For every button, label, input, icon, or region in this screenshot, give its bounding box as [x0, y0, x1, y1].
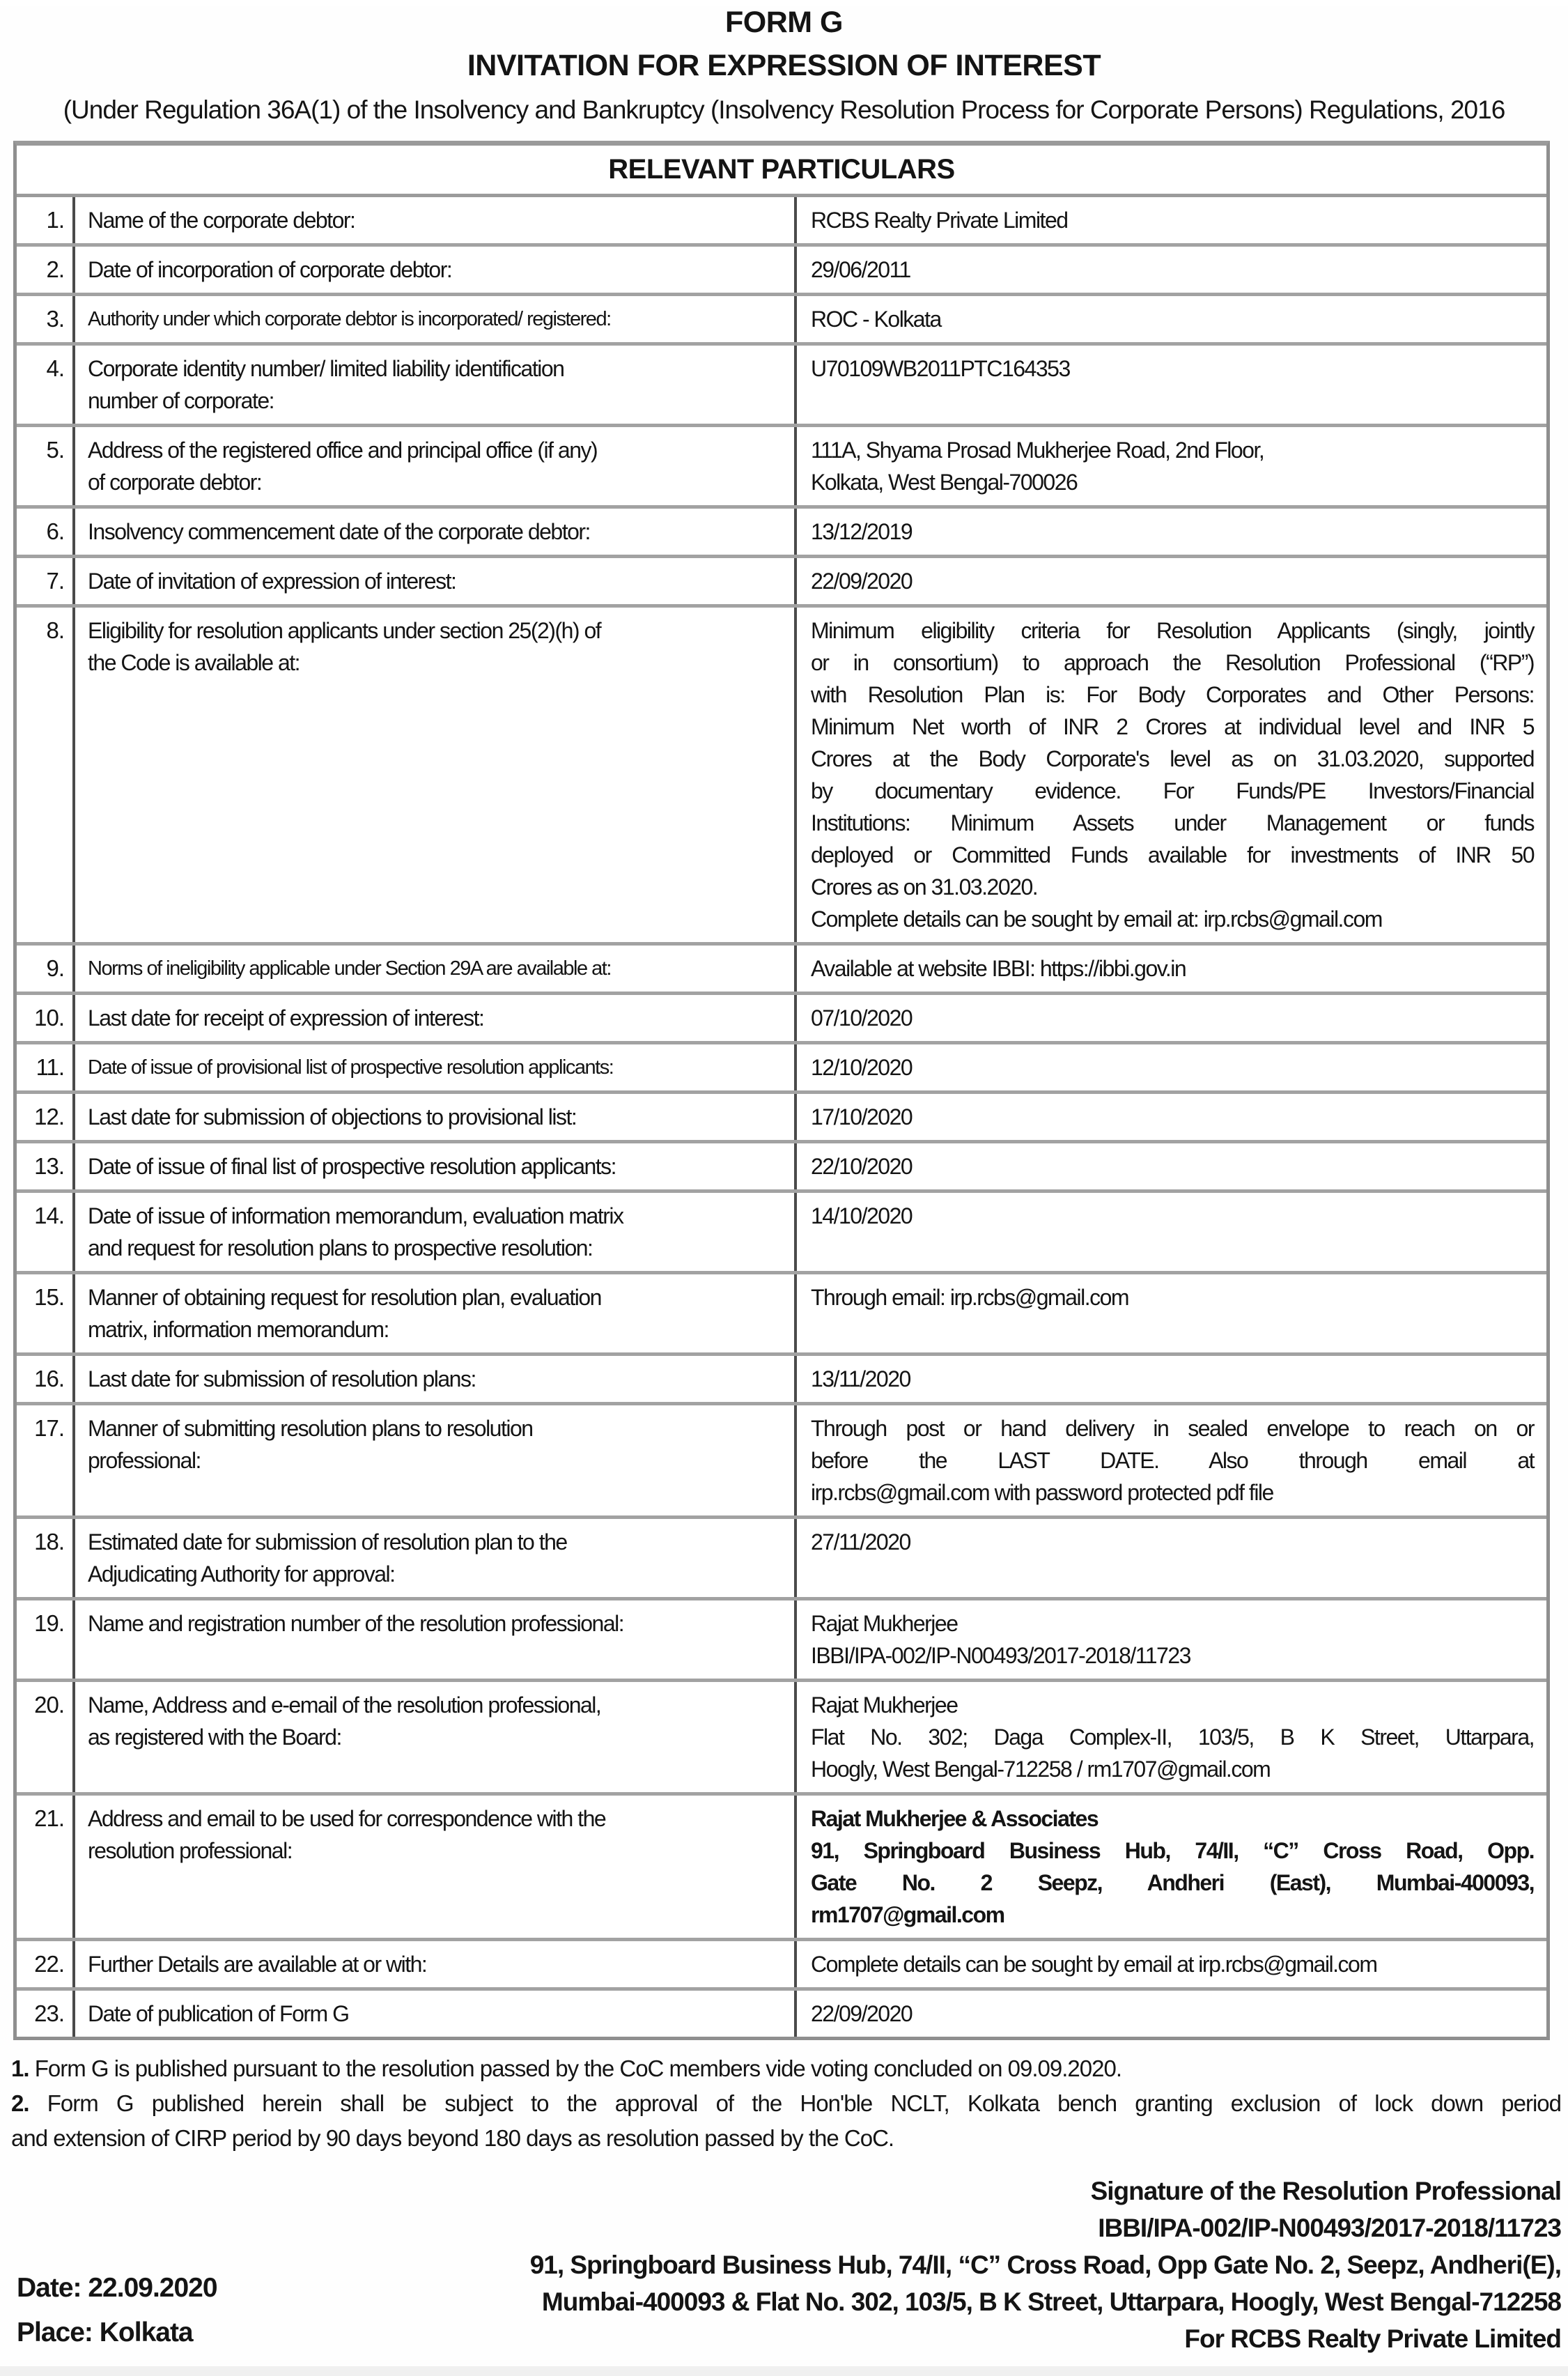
text-line: Authority under which corporate debtor is incorporated/ registered:: [88, 308, 611, 330]
text-line: Through post or hand delivery in sealed envelope to reach on or: [811, 1416, 1534, 1441]
table-row: [17, 995, 1546, 1044]
text-line: Date of issue of final list of prospective resolution applicants:: [88, 1154, 616, 1179]
text-line: number of corporate:: [88, 388, 274, 413]
text-line: Manner of submitting resolution plans to resolution: [88, 1416, 533, 1441]
text-line: Complete details can be sought by email at irp.rcbs@gmail.com: [811, 1952, 1377, 1977]
text-line: Through email: irp.rcbs@gmail.com: [811, 1285, 1129, 1310]
row-label: [75, 1356, 797, 1402]
row-label: [75, 995, 797, 1041]
row-label: [75, 346, 797, 424]
row-value: [797, 1356, 1546, 1402]
text-line: Institutions: Minimum Assets under Management or funds: [811, 810, 1534, 835]
text-line: Name, Address and e-email of the resolution professional,: [88, 1692, 601, 1718]
note-item: [11, 2086, 1561, 2156]
text-line: 22/10/2020: [811, 1154, 913, 1179]
text-line: 29/06/2011: [811, 257, 910, 282]
text-line: Last date for submission of resolution plans:: [88, 1366, 476, 1391]
row-label: [75, 608, 797, 942]
note-line: and extension of CIRP period by 90 days beyond 180 days as resolution passed by the CoC.: [11, 2125, 894, 2151]
text-line: rm1707@gmail.com: [811, 1902, 1004, 1927]
text-line: Minimum Net worth of INR 2 Crores at individual level and INR 5: [811, 714, 1534, 739]
row-value: [797, 1600, 1546, 1679]
table-row: [17, 509, 1546, 558]
text-line: Complete details can be sought by email at: irp.rcbs@gmail.com: [811, 907, 1382, 932]
note-number: 2.: [11, 2090, 47, 2116]
text-line: and request for resolution plans to prospective resolution:: [88, 1235, 593, 1260]
row-value: [797, 1405, 1546, 1515]
row-value: [797, 1682, 1546, 1792]
row-label: [75, 1405, 797, 1515]
form-g-document: [0, 6, 1568, 2376]
row-value: [797, 296, 1546, 342]
text-line: as registered with the Board:: [88, 1725, 341, 1750]
row-value: [797, 946, 1546, 992]
text-line: Date of issue of provisional list of prospective resolution applicants:: [88, 1056, 614, 1079]
text-line: Address of the registered office and principal office (if any): [88, 438, 598, 463]
text-line: Eligibility for resolution applicants under section 25(2)(h) of: [88, 618, 601, 643]
signature-block: [0, 2173, 1561, 2357]
text-line: Date of incorporation of corporate debtor:: [88, 257, 452, 282]
row-number: 15.: [17, 1274, 75, 1352]
row-value: [797, 1274, 1546, 1352]
table-row: [17, 1044, 1546, 1094]
scan-edge-artifact: [0, 2366, 1568, 2376]
text-line: with Resolution Plan is: For Body Corporates and Other Persons:: [811, 682, 1534, 707]
row-value: [797, 1094, 1546, 1140]
text-line: before the LAST DATE. Also through email at: [811, 1448, 1534, 1473]
text-line: Date of invitation of expression of interest:: [88, 569, 456, 594]
note-line: 1. Form G is published pursuant to the resolution passed by the CoC members vide voting concluded on 09.09.2020.: [11, 2055, 1122, 2081]
text-line: Hoogly, West Bengal-712258 / rm1707@gmail.com: [811, 1757, 1271, 1782]
row-value: [797, 1991, 1546, 2037]
table-row: [17, 346, 1546, 427]
row-value: [797, 1143, 1546, 1189]
table-row: [17, 1682, 1546, 1796]
text-line: by documentary evidence. For Funds/PE Investors/Financial: [811, 778, 1534, 803]
text-line: matrix, information memorandum:: [88, 1317, 389, 1342]
signature-line: Mumbai-400093 & Flat No. 302, 103/5, B K Street, Uttarpara, Hoogly, West Bengal-712258: [541, 2288, 1561, 2316]
table-row: [17, 1796, 1546, 1941]
text-line: Adjudicating Authority for approval:: [88, 1561, 395, 1587]
text-line: 14/10/2020: [811, 1203, 913, 1228]
row-number: 18.: [17, 1519, 75, 1597]
row-label: [75, 509, 797, 555]
row-number: 22.: [17, 1941, 75, 1987]
row-number: 16.: [17, 1356, 75, 1402]
row-number: 19.: [17, 1600, 75, 1679]
place-line: Place: Kolkata: [17, 2317, 193, 2347]
row-label: [75, 296, 797, 342]
text-line: Further Details are available at or with:: [88, 1952, 427, 1977]
table-row: [17, 1519, 1546, 1600]
row-label: [75, 1991, 797, 2037]
text-line: Last date for submission of objections to provisional list:: [88, 1104, 577, 1129]
row-label: [75, 1193, 797, 1271]
text-line: Rajat Mukherjee & Associates: [811, 1806, 1099, 1831]
row-label: [75, 1274, 797, 1352]
row-value: [797, 346, 1546, 424]
text-line: Kolkata, West Bengal-700026: [811, 470, 1078, 495]
text-line: irp.rcbs@gmail.com with password protected pdf file: [811, 1480, 1273, 1505]
signature-line: 91, Springboard Business Hub, 74/II, “C” Cross Road, Opp Gate No. 2, Seepz, Andheri(E),: [529, 2251, 1561, 2279]
table-row: [17, 608, 1546, 946]
text-line: 111A, Shyama Prosad Mukherjee Road, 2nd Floor,: [811, 438, 1264, 463]
row-value: [797, 247, 1546, 293]
table-body: [17, 197, 1546, 2037]
table-row: [17, 247, 1546, 296]
text-line: 22/09/2020: [811, 569, 913, 594]
note-line: 2. Form G published herein shall be subject to the approval of the Hon'ble NCLT, Kolkata bench granting exclusion of lock down period: [11, 2090, 1561, 2116]
row-number: 11.: [17, 1044, 75, 1090]
row-number: 17.: [17, 1405, 75, 1515]
table-row: [17, 1143, 1546, 1193]
table-row: [17, 558, 1546, 608]
row-number: 12.: [17, 1094, 75, 1140]
row-number: 13.: [17, 1143, 75, 1189]
table-row: [17, 296, 1546, 346]
text-line: Available at website IBBI: https://ibbi.gov.in: [811, 956, 1186, 981]
text-line: Address and email to be used for correspondence with the: [88, 1806, 606, 1831]
text-line: deployed or Committed Funds available for investments of INR 50: [811, 842, 1534, 867]
row-number: 7.: [17, 558, 75, 604]
row-number: 9.: [17, 946, 75, 992]
row-number: 6.: [17, 509, 75, 555]
text-line: Corporate identity number/ limited liability identification: [88, 356, 564, 381]
text-line: 22/09/2020: [811, 2001, 913, 2026]
text-line: 13/11/2020: [811, 1366, 910, 1391]
row-label: [75, 1143, 797, 1189]
row-value: [797, 558, 1546, 604]
row-value: [797, 197, 1546, 243]
text-line: Flat No. 302; Daga Complex-II, 103/5, B K Street, Uttarpara,: [811, 1725, 1534, 1750]
text-line: 07/10/2020: [811, 1005, 913, 1031]
row-number: 14.: [17, 1193, 75, 1271]
regulation-reference: (Under Regulation 36A(1) of the Insolvency and Bankruptcy (Insolvency Resolution Process for Corporate Persons) Regulations, 2016: [63, 95, 1505, 124]
text-line: Insolvency commencement date of the corporate debtor:: [88, 519, 590, 544]
table-row: [17, 1941, 1546, 1991]
row-value: [797, 1193, 1546, 1271]
text-line: resolution professional:: [88, 1838, 293, 1863]
footnotes: [11, 2051, 1561, 2156]
table-row: [17, 1274, 1546, 1356]
row-number: 20.: [17, 1682, 75, 1792]
row-label: [75, 197, 797, 243]
row-label: [75, 1044, 797, 1090]
text-line: IBBI/IPA-002/IP-N00493/2017-2018/11723: [811, 1643, 1190, 1668]
row-label: [75, 247, 797, 293]
text-line: Crores as on 31.03.2020.: [811, 874, 1038, 900]
table-row: [17, 427, 1546, 509]
text-line: Estimated date for submission of resolution plan to the: [88, 1529, 567, 1555]
text-line: 13/12/2019: [811, 519, 913, 544]
text-line: Rajat Mukherjee: [811, 1692, 958, 1718]
text-line: 91, Springboard Business Hub, 74/II, “C” Cross Road, Opp.: [811, 1838, 1534, 1863]
table-row: [17, 1094, 1546, 1143]
row-label: [75, 1094, 797, 1140]
row-value: [797, 1796, 1546, 1938]
text-line: U70109WB2011PTC164353: [811, 356, 1070, 381]
row-label: [75, 1796, 797, 1938]
text-line: Minimum eligibility criteria for Resolution Applicants (singly, jointly: [811, 618, 1534, 643]
row-number: 21.: [17, 1796, 75, 1938]
text-line: Date of issue of information memorandum, evaluation matrix: [88, 1203, 623, 1228]
table-row: [17, 1405, 1546, 1519]
text-line: 27/11/2020: [811, 1529, 910, 1555]
row-label: [75, 558, 797, 604]
text-line: Date of publication of Form G: [88, 2001, 349, 2026]
form-title: FORM G: [725, 6, 843, 39]
text-line: Rajat Mukherjee: [811, 1611, 958, 1636]
table-row: [17, 1991, 1546, 2037]
signature-line: Signature of the Resolution Professional: [1090, 2177, 1561, 2205]
row-label: [75, 946, 797, 992]
text-line: professional:: [88, 1448, 201, 1473]
form-subtitle: INVITATION FOR EXPRESSION OF INTEREST: [467, 49, 1101, 82]
text-line: of corporate debtor:: [88, 470, 262, 495]
row-value: [797, 1519, 1546, 1597]
row-value: [797, 995, 1546, 1041]
row-number: 10.: [17, 995, 75, 1041]
text-line: 12/10/2020: [811, 1055, 913, 1080]
note-number: 1.: [11, 2055, 35, 2081]
row-label: [75, 1519, 797, 1597]
text-line: Name and registration number of the resolution professional:: [88, 1611, 624, 1636]
note-item: [11, 2051, 1561, 2086]
text-line: Name of the corporate debtor:: [88, 208, 355, 233]
particulars-table: [13, 141, 1550, 2040]
table-row: [17, 197, 1546, 247]
date-place-block: [17, 2266, 217, 2355]
row-value: [797, 1941, 1546, 1987]
text-line: Manner of obtaining request for resolution plan, evaluation: [88, 1285, 601, 1310]
row-value: [797, 608, 1546, 942]
text-line: 17/10/2020: [811, 1104, 913, 1129]
row-number: 2.: [17, 247, 75, 293]
row-label: [75, 1941, 797, 1987]
text-line: ROC - Kolkata: [811, 307, 941, 332]
text-line: or in consortium) to approach the Resolution Professional (“RP”): [811, 650, 1534, 675]
row-number: 1.: [17, 197, 75, 243]
text-line: the Code is available at:: [88, 650, 300, 675]
text-line: Last date for receipt of expression of interest:: [88, 1005, 484, 1031]
row-number: 5.: [17, 427, 75, 505]
row-value: [797, 509, 1546, 555]
table-row: [17, 1600, 1546, 1682]
row-number: 23.: [17, 1991, 75, 2037]
signature-line: IBBI/IPA-002/IP-N00493/2017-2018/11723: [1098, 2214, 1561, 2242]
table-header: RELEVANT PARTICULARS: [17, 146, 1546, 197]
row-number: 4.: [17, 346, 75, 424]
text-line: Gate No. 2 Seepz, Andheri (East), Mumbai-400093,: [811, 1870, 1534, 1895]
text-line: Norms of ineligibility applicable under Section 29A are available at:: [88, 957, 611, 980]
table-row: [17, 1193, 1546, 1274]
row-label: [75, 427, 797, 505]
table-row: [17, 1356, 1546, 1405]
signature-line: For RCBS Realty Private Limited: [1184, 2324, 1561, 2353]
text-line: RCBS Realty Private Limited: [811, 208, 1068, 233]
text-line: Crores at the Body Corporate's level as on 31.03.2020, supported: [811, 746, 1534, 771]
date-line: Date: 22.09.2020: [17, 2273, 217, 2303]
table-row: [17, 946, 1546, 995]
row-label: [75, 1682, 797, 1792]
row-value: [797, 1044, 1546, 1090]
row-value: [797, 427, 1546, 505]
row-number: 3.: [17, 296, 75, 342]
row-number: 8.: [17, 608, 75, 942]
row-label: [75, 1600, 797, 1679]
